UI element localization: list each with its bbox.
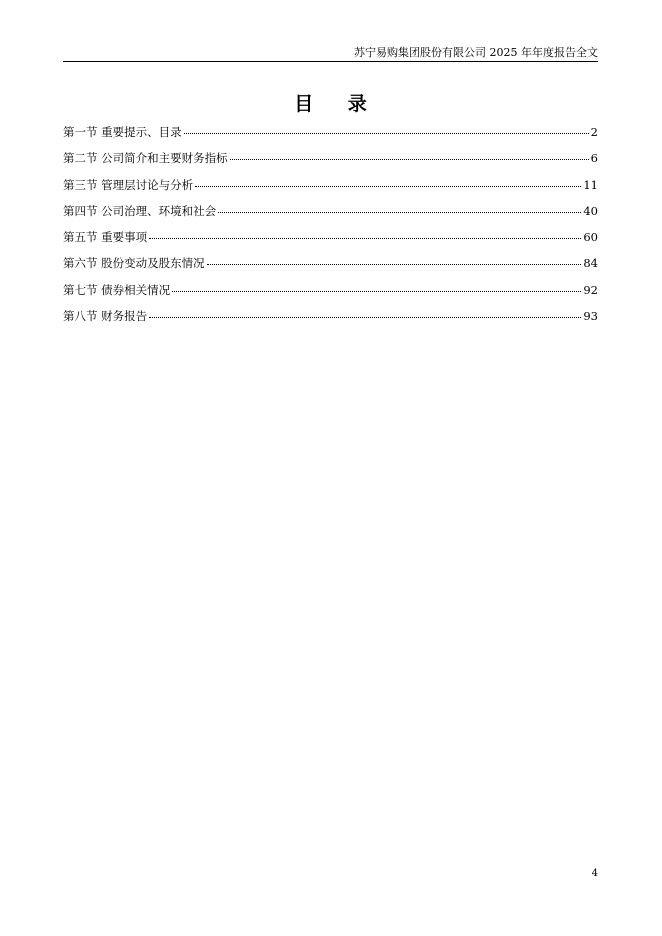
toc-entry-page: 11 [583,177,598,192]
toc-entry-section-3[interactable] [63,177,598,203]
toc-entry-label: 第一节 重要提示、目录 [63,125,182,139]
toc-entry-section-6[interactable] [63,255,598,281]
toc-dot-leader [149,317,581,318]
toc-dot-leader [195,186,581,187]
toc-entry-section-2[interactable] [63,150,598,176]
toc-dot-leader [184,133,589,134]
toc-entry-section-4[interactable] [63,203,598,229]
toc-entry-label: 第五节 重要事项 [63,230,148,245]
page-number: 4 [591,868,598,879]
toc-entry-section-8[interactable] [63,308,598,334]
toc-entry-label: 第三节 管理层讨论与分析 [63,177,194,192]
toc-entry-label: 第二节 公司简介和主要财务指标 [63,151,228,166]
toc-dot-leader [207,264,582,265]
toc-entry-label: 第八节 财务报告 [63,309,148,324]
toc-dot-leader [149,238,581,239]
header-divider [63,61,598,62]
toc-entry-page: 2 [590,125,598,139]
toc-entry-page: 92 [583,282,598,297]
toc-entry-label: 第七节 债券相关情况 [63,282,171,297]
toc-entry-section-5[interactable] [63,229,598,255]
running-header: 苏宁易购集团股份有限公司 2025 年年度报告全文 [354,46,598,59]
toc-dot-leader [230,159,589,160]
toc-dot-leader [172,291,581,292]
table-of-contents [63,124,598,334]
toc-entry-page: 60 [583,230,598,245]
toc-entry-label: 第四节 公司治理、环境和社会 [63,203,217,218]
page-title: 目 录 [294,93,381,115]
toc-entry-page: 40 [583,203,598,218]
toc-entry-section-7[interactable] [63,282,598,308]
toc-dot-leader [218,212,581,213]
toc-entry-page: 6 [590,151,598,166]
toc-entry-label: 第六节 股份变动及股东情况 [63,256,205,271]
toc-entry-section-1[interactable] [63,124,598,150]
toc-entry-page: 84 [583,256,598,271]
toc-entry-page: 93 [583,309,598,324]
